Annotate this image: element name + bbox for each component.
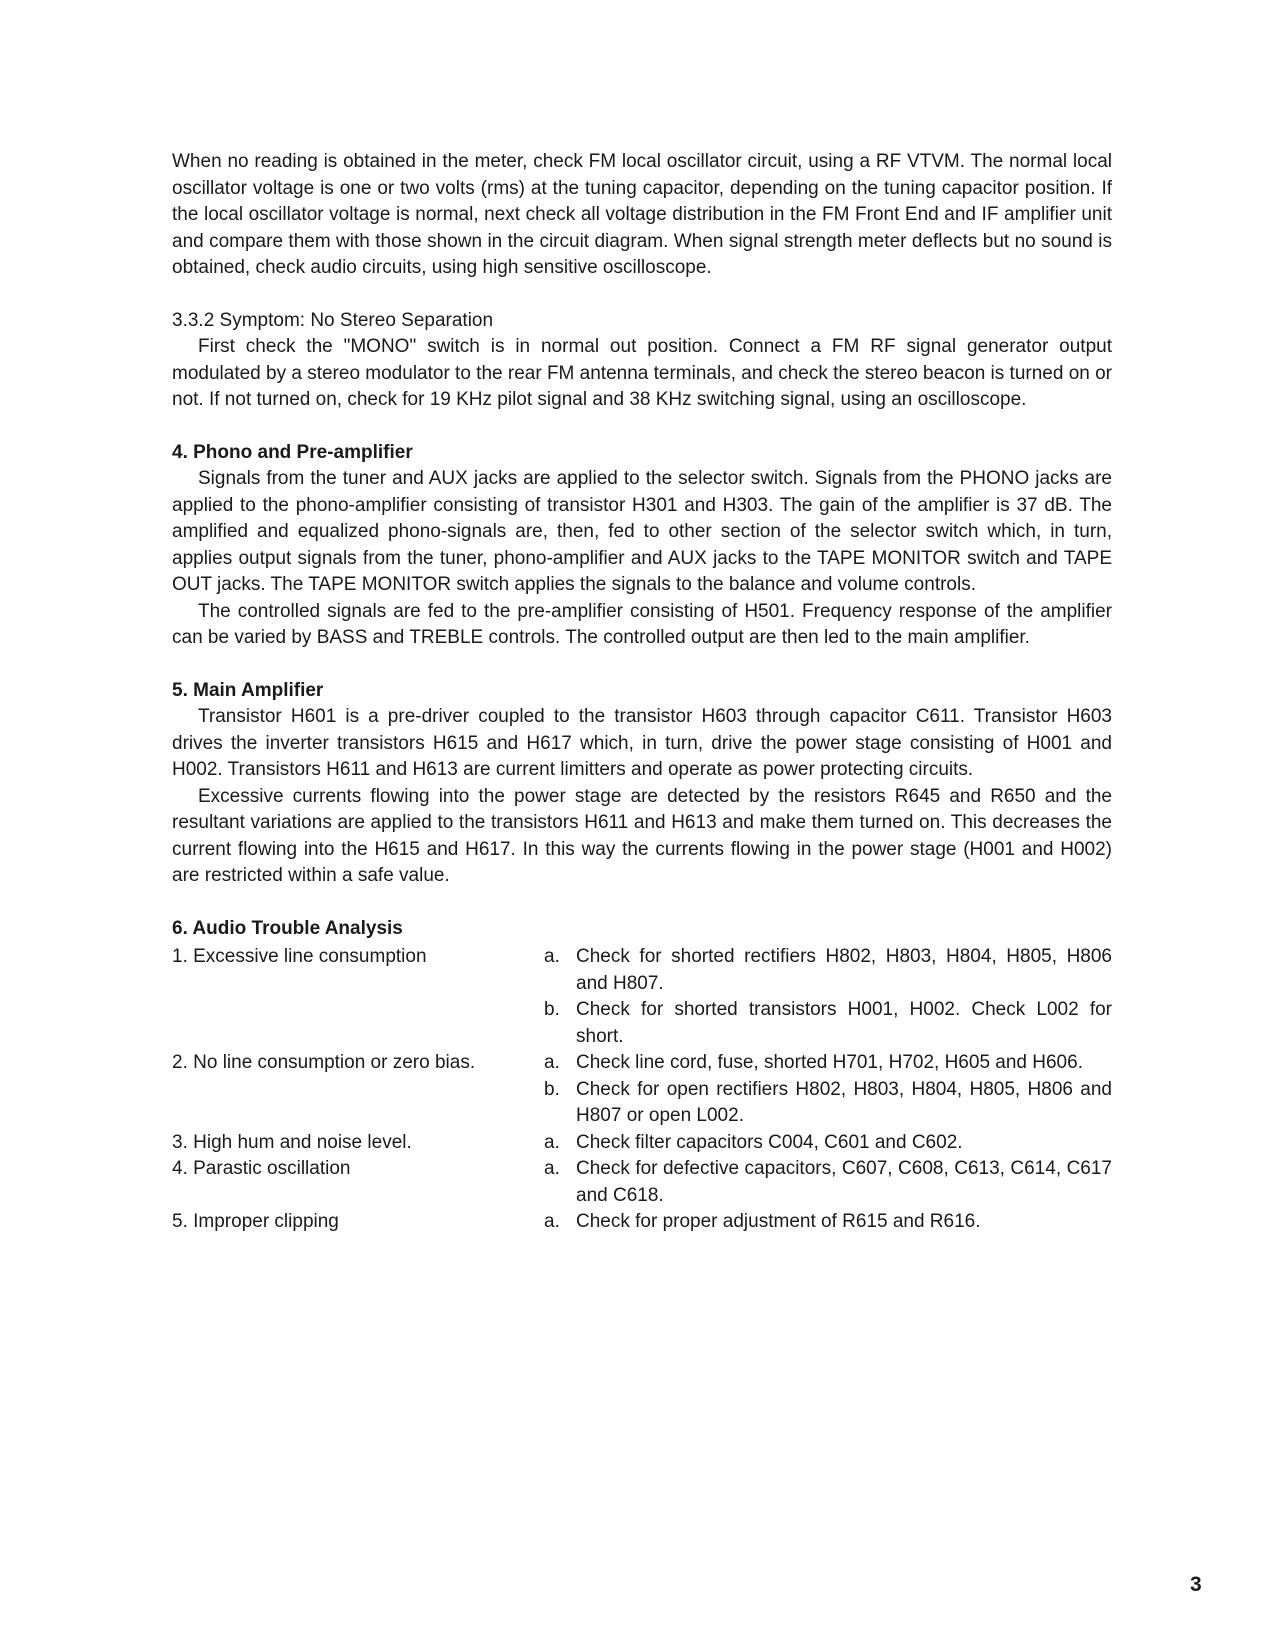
section-4-paragraph-1: Signals from the tuner and AUX jacks are applied to the selector switch. Signals from the PHONO jacks are applied to the phono-amplifier consisting of transistor H301 and H303. The gain of the amplifier is 37 dB. The amplified and equalized phono-signals are, then, fed to other section of the selector switch which, in turn, applies output signals from the tuner, phono-amplifier and AUX jacks to the TAPE MONITOR switch and TAPE OUT jacks. The TAPE MONITOR switch applies the signals to the balance and volume controls. bbox=[172, 468, 1112, 595]
page-number: 3 bbox=[1190, 1573, 1202, 1596]
section-4 bbox=[172, 440, 1112, 652]
section-3-3-2-body: First check the "MONO" switch is in normal out position. Connect a FM RF signal generator output modulated by a stereo modulator to the rear FM antenna terminals, and check the stereo beacon is turned on or not. If not turned on, check for 19 KHz pilot signal and 38 KHz switching signal, using an oscilloscope. bbox=[172, 336, 1112, 410]
check-text: Check for defective capacitors, C607, C608, C613, C614, C617 and C618. bbox=[576, 1158, 1112, 1206]
section-4-paragraph-2: The controlled signals are fed to the pre-amplifier consisting of H501. Frequency response of the amplifier can be varied by BASS and TREBLE controls. The controlled output are then led to the main amplifier. bbox=[172, 600, 1112, 648]
trouble-table bbox=[172, 944, 1112, 1236]
check-text: Check filter capacitors C004, C601 and C602. bbox=[576, 1131, 963, 1153]
check-marker: a. bbox=[544, 1131, 560, 1153]
trouble-symptom: 1. Excessive line consumption bbox=[172, 946, 427, 967]
check-marker: a. bbox=[544, 946, 560, 967]
section-6 bbox=[172, 916, 1112, 1236]
trouble-symptom: 3. High hum and noise level. bbox=[172, 1131, 412, 1153]
check-marker: a. bbox=[544, 1052, 560, 1073]
check-marker: a. bbox=[544, 1211, 560, 1232]
trouble-row bbox=[172, 997, 1112, 1050]
trouble-row bbox=[172, 1156, 1112, 1209]
section-5 bbox=[172, 678, 1112, 890]
section-5-title: 5. Main Amplifier bbox=[172, 679, 324, 701]
section-4-title: 4. Phono and Pre-amplifier bbox=[172, 441, 413, 463]
document-page bbox=[172, 149, 1112, 1236]
trouble-row bbox=[172, 1050, 1112, 1077]
trouble-row bbox=[172, 1209, 1112, 1236]
section-5-paragraph-1: Transistor H601 is a pre-driver coupled to the transistor H603 through capacitor C611. Transistor H603 drives the inverter transistors H615 and H617 which, in turn, drive the power stage consisting of H001 and H002. Transistors H611 and H613 are current limitters and operate as power protecting circuits. bbox=[172, 706, 1112, 780]
check-text: Check line cord, fuse, shorted H701, H702, H605 and H606. bbox=[576, 1052, 1083, 1073]
trouble-symptom bbox=[172, 1077, 544, 1130]
trouble-symptom: 4. Parastic oscillation bbox=[172, 1158, 351, 1179]
section-3-3-2 bbox=[172, 308, 1112, 414]
check-text: Check for open rectifiers H802, H803, H804, H805, H806 and H807 or open L002. bbox=[576, 1078, 1112, 1126]
check-text: Check for shorted transistors H001, H002. Check L002 for short. bbox=[576, 999, 1112, 1047]
section-3-3-2-title: 3.3.2 Symptom: No Stereo Separation bbox=[172, 309, 494, 331]
trouble-symptom bbox=[172, 997, 544, 1050]
check-marker: a. bbox=[544, 1158, 560, 1179]
trouble-row bbox=[172, 1077, 1112, 1130]
trouble-symptom: 5. Improper clipping bbox=[172, 1211, 339, 1232]
check-text: Check for proper adjustment of R615 and R616. bbox=[576, 1211, 981, 1232]
trouble-symptom: 2. No line consumption or zero bias. bbox=[172, 1052, 476, 1073]
check-marker: b. bbox=[544, 999, 560, 1020]
section-5-paragraph-2: Excessive currents flowing into the power stage are detected by the resistors R645 and R650 and the resultant variations are applied to the transistors H611 and H613 and make them turned on. This decreases the current flowing into the H615 and H617. In this way the currents flowing in the power stage (H001 and H002) are restricted within a safe value. bbox=[172, 785, 1112, 886]
intro-paragraph: When no reading is obtained in the meter, check FM local oscillator circuit, using a RF VTVM. The normal local oscillator voltage is one or two volts (rms) at the tuning capacitor, depending on the tuning capacitor position. If the local oscillator voltage is normal, next check all voltage distribution in the FM Front End and IF amplifier unit and compare them with those shown in the circuit diagram. When signal strength meter deflects but no sound is obtained, check audio circuits, using high sensitive oscilloscope. bbox=[172, 151, 1112, 278]
trouble-row bbox=[172, 1130, 1112, 1157]
section-6-title: 6. Audio Trouble Analysis bbox=[172, 917, 403, 939]
trouble-row bbox=[172, 944, 1112, 997]
check-marker: b. bbox=[544, 1078, 560, 1100]
check-text: Check for shorted rectifiers H802, H803, H804, H805, H806 and H807. bbox=[576, 946, 1112, 994]
